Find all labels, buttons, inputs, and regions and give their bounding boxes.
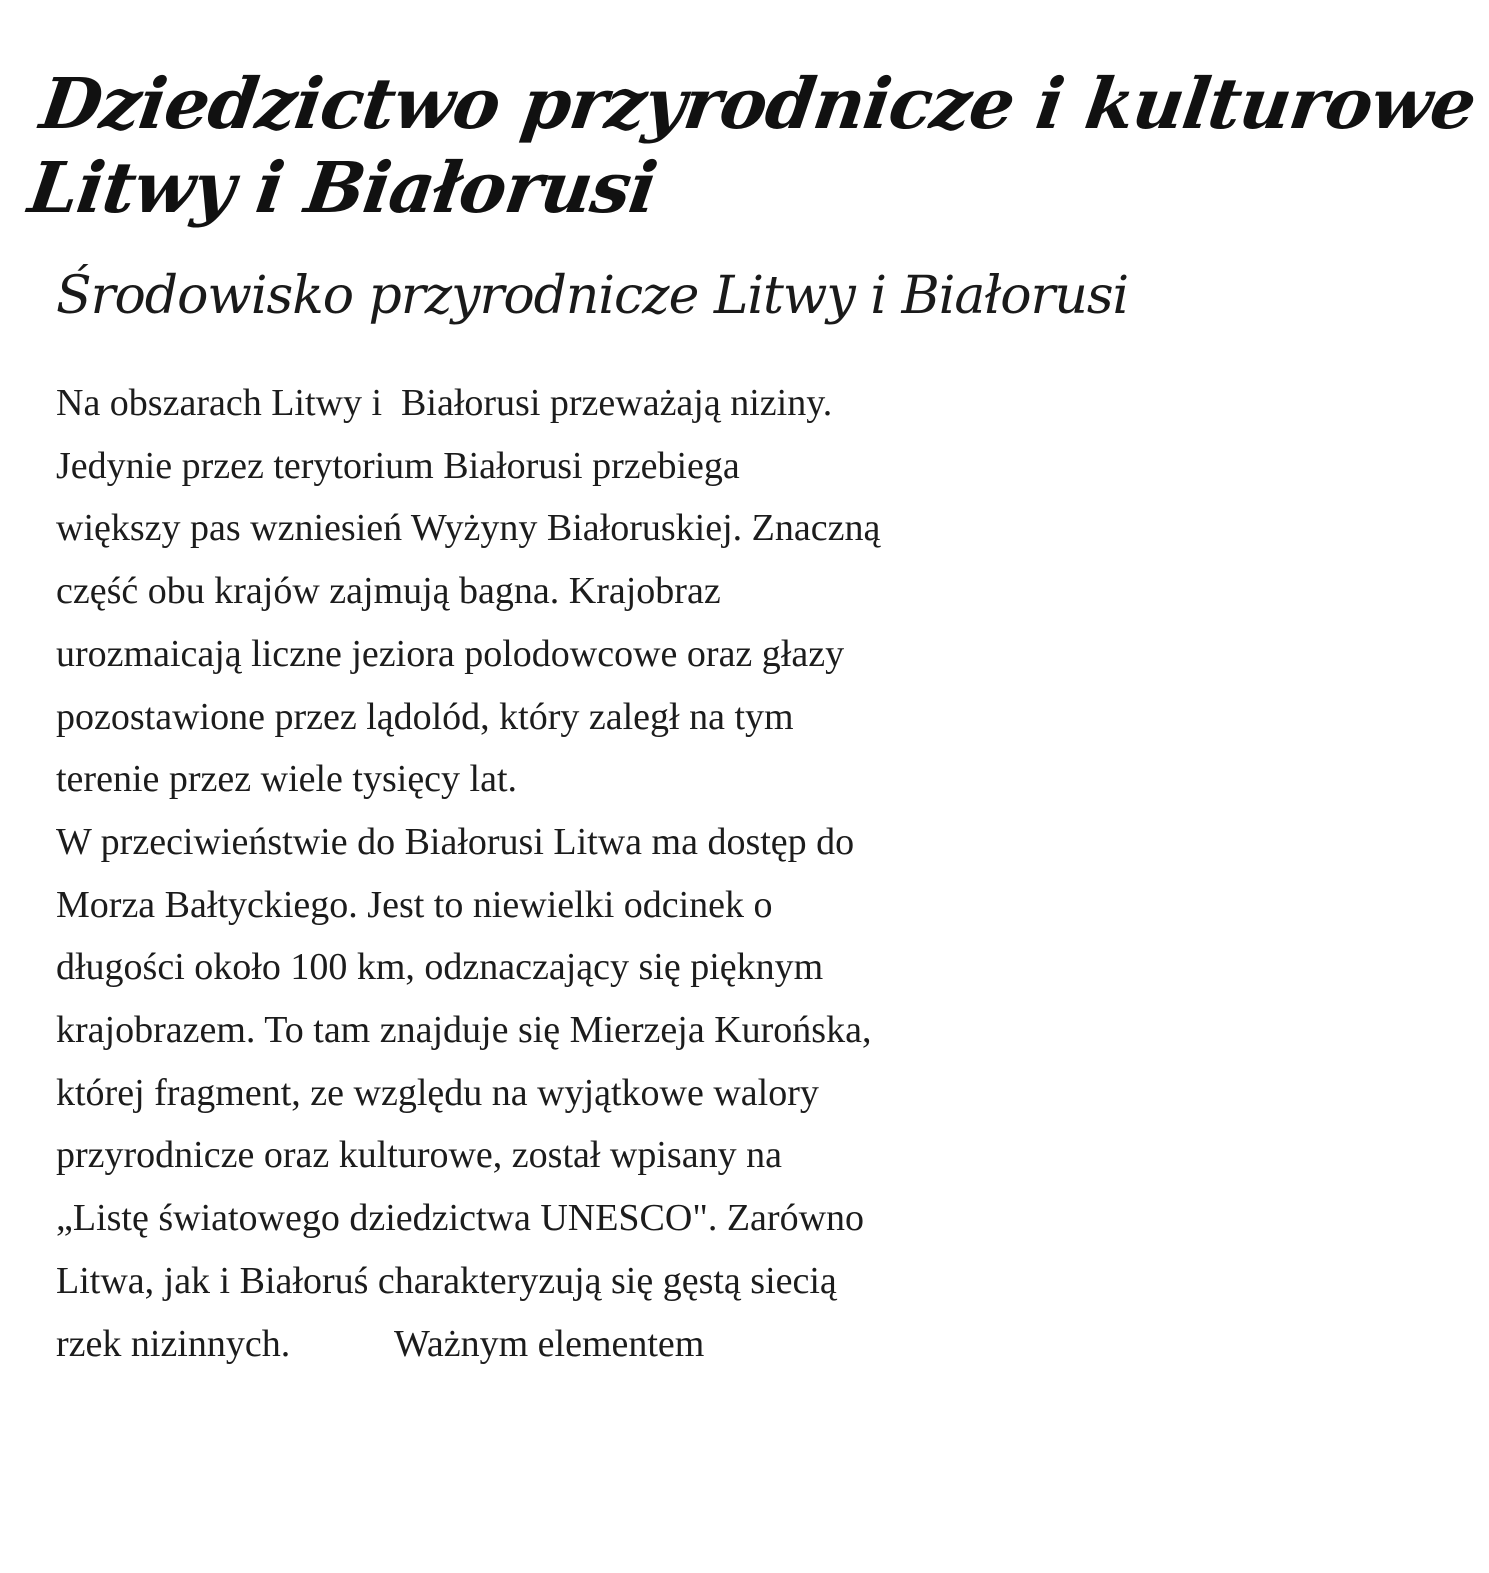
paragraph-line: krajobrazem. To tam znajduje się Mierzeja Kurońska, xyxy=(56,1009,872,1052)
paragraph-line: W przeciwieństwie do Białorusi Litwa ma dostęp do xyxy=(56,820,855,863)
page-title-line-2: Litwy i Białorusi xyxy=(23,146,662,229)
paragraph-line: przyrodnicze oraz kulturowe, został wpisany na xyxy=(56,1134,782,1177)
paragraph-line: terenie przez wiele tysięcy lat. xyxy=(56,758,518,801)
paragraph-line: urozmaicają liczne jeziora polodowcowe oraz głazy xyxy=(56,632,845,675)
page-title-line-1: Dziedzictwo przyrodnicze i kulturowe xyxy=(35,62,1481,145)
paragraph-line: długości około 100 km, odznaczający się pięknym xyxy=(56,946,824,989)
paragraph-line: Litwa, jak i Białoruś charakteryzują się gęstą siecią xyxy=(56,1259,837,1302)
page-title xyxy=(23,0,1481,230)
paragraph-line: której fragment, ze względu na wyjątkowe walory xyxy=(56,1071,819,1114)
section-subtitle: Środowisko przyrodnicze Litwy i Białorusi xyxy=(56,266,1129,326)
paragraph-line: Na obszarach Litwy i Białorusi przeważają niziny. xyxy=(56,382,833,424)
paragraph-line: część obu krajów zajmują bagna. Krajobraz xyxy=(56,570,721,613)
paragraph-line: pozostawione przez lądolód, który zaległ na tym xyxy=(56,695,794,738)
paragraph-line: Morza Bałtyckiego. Jest to niewielki odcinek o xyxy=(56,883,773,926)
paragraph-line: większy pas wzniesień Wyżyny Białoruskiej. Znaczną xyxy=(56,507,881,550)
body-paragraph xyxy=(56,372,1040,1375)
paragraph-line: Jedynie przez terytorium Białorusi przebiega xyxy=(56,444,740,487)
paragraph-line: rzek nizinnych. Ważnym elementem xyxy=(56,1322,705,1365)
paragraph-line: „Listę światowego dziedzictwa UNESCO". Zarówno xyxy=(56,1197,865,1240)
